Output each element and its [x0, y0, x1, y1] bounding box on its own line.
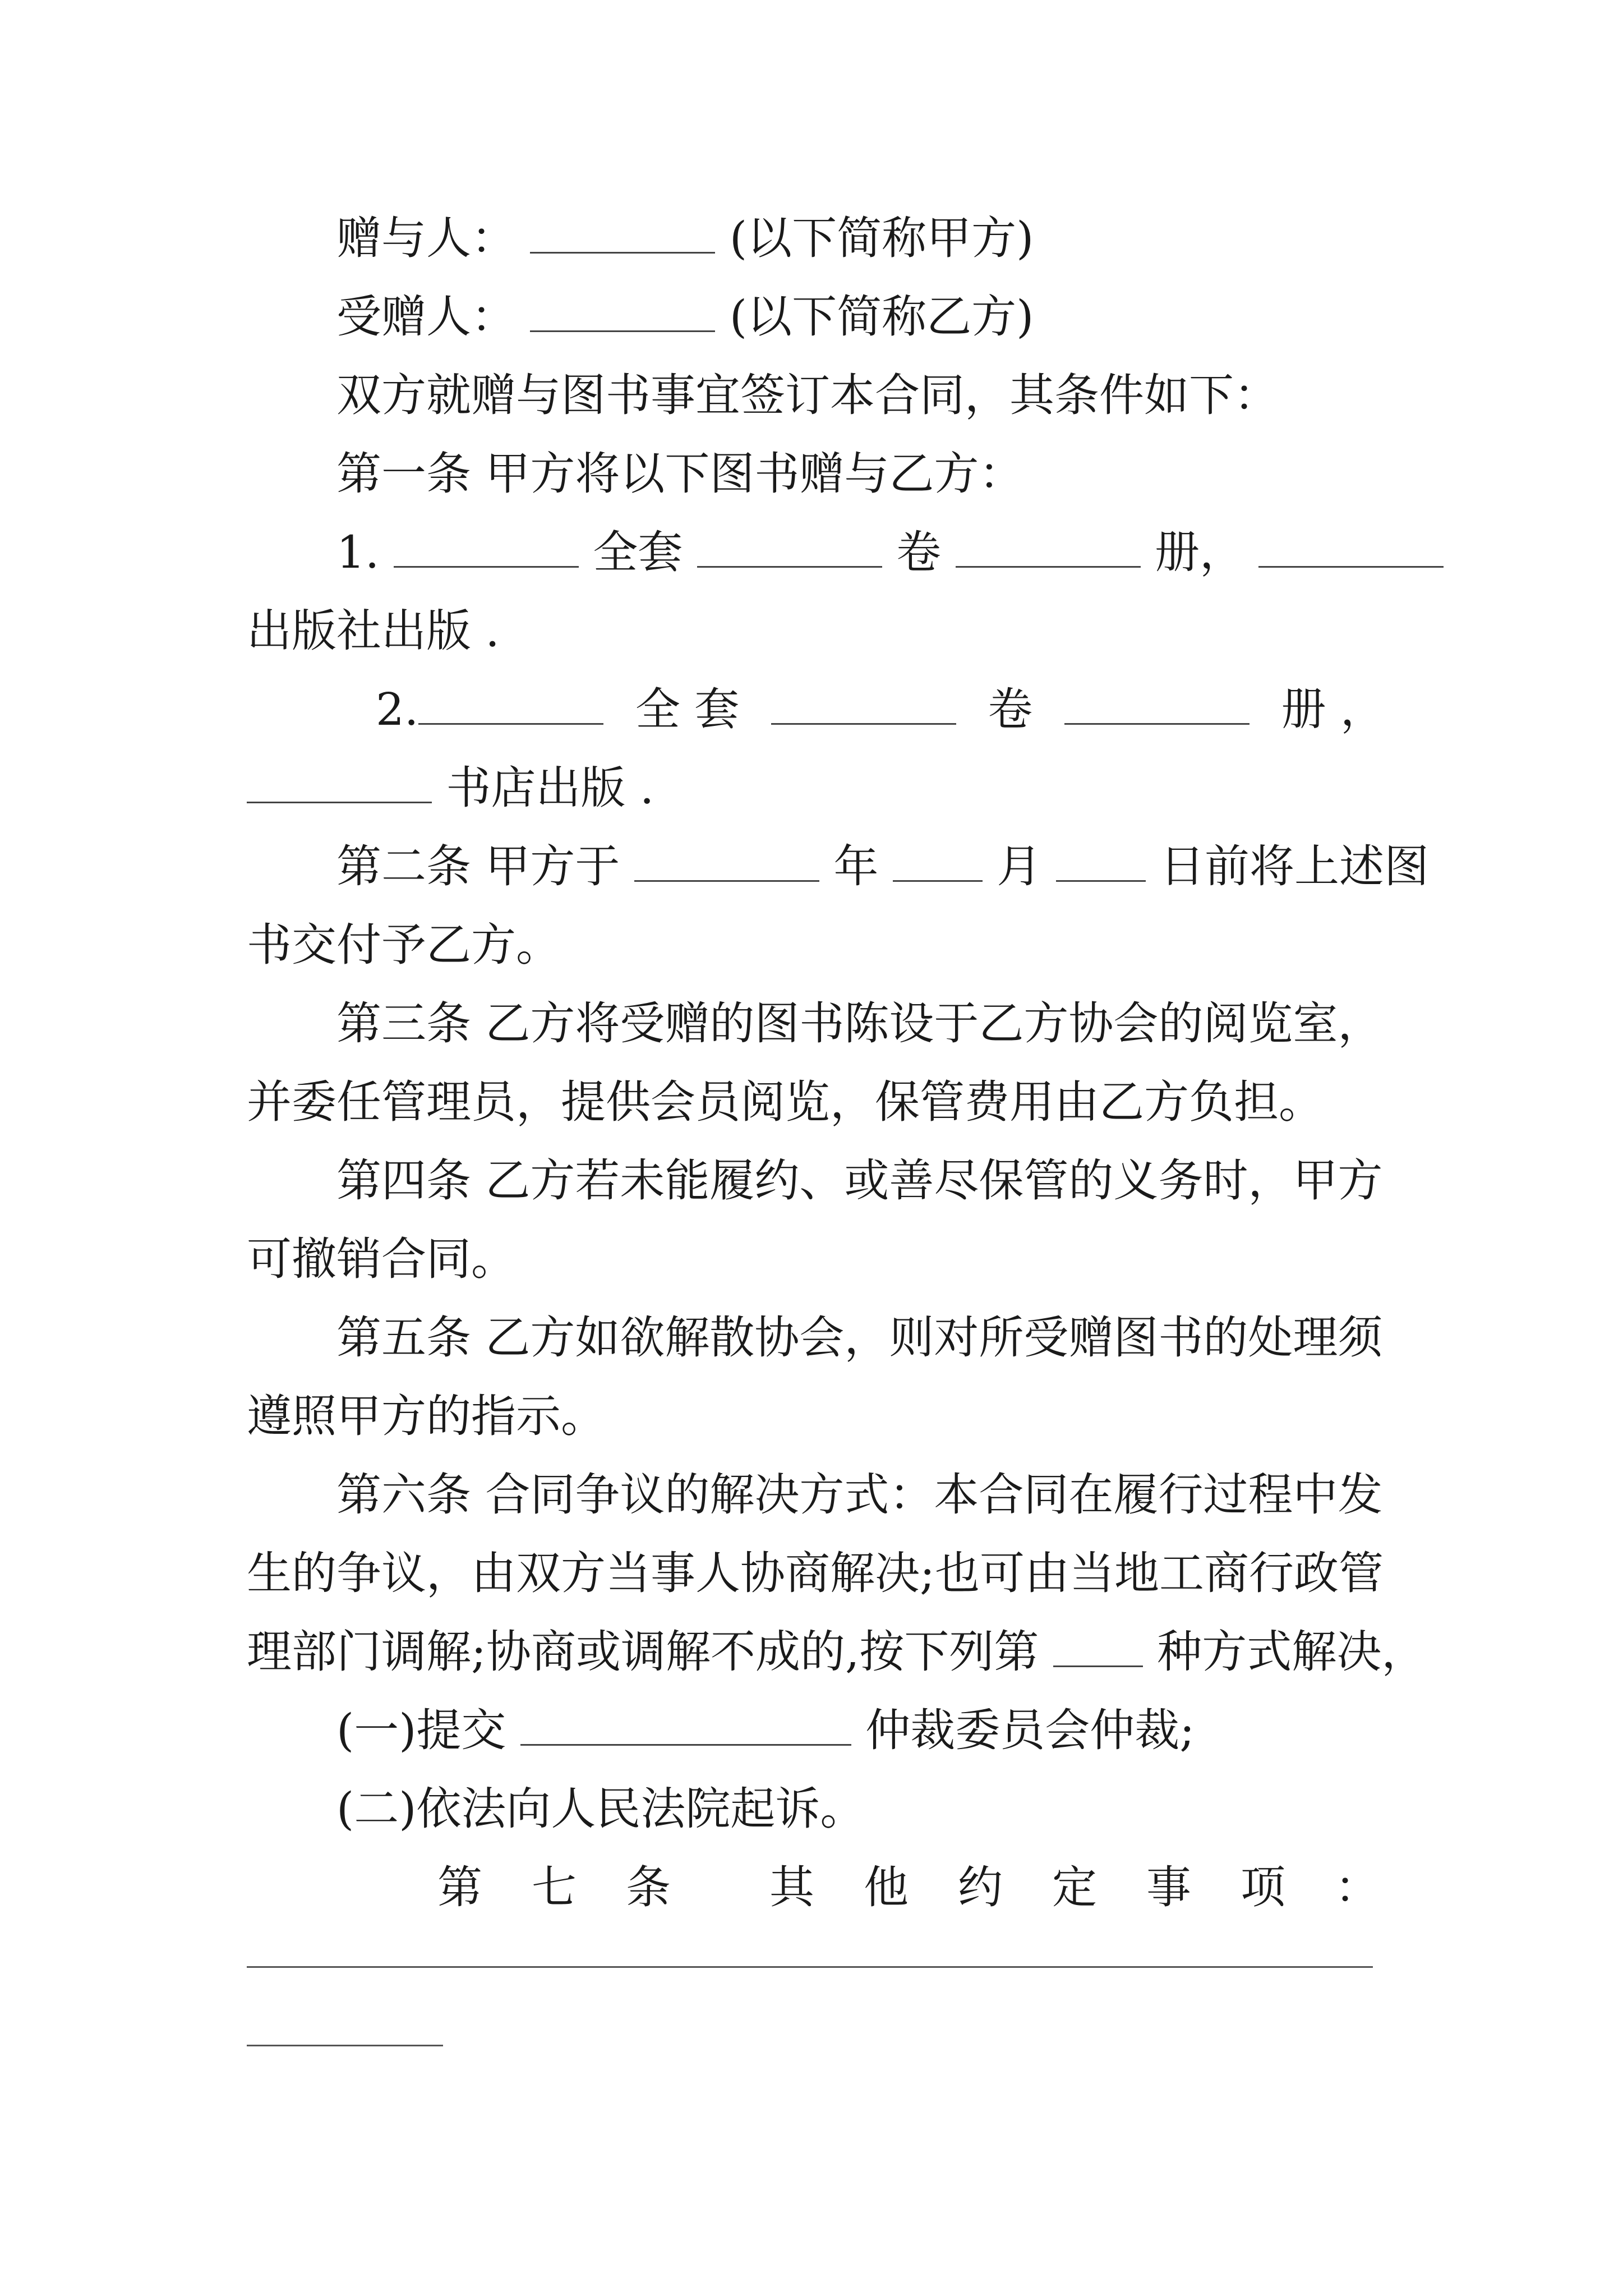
article-6-option-1: [336, 1703, 1195, 1759]
donee-label: 受赠人：: [336, 291, 516, 343]
article-2-month-blank: [893, 845, 983, 882]
article-6-text-1: 第六条 合同争议的解决方式：本合同在履行过程中发: [336, 1469, 1383, 1521]
item-1-book-blank: [956, 531, 1141, 568]
article-7-char: 七: [532, 1861, 577, 1913]
article-5-line-1: [336, 1310, 1382, 1366]
article-7-heading: [437, 1860, 1380, 1916]
article-1-heading: [336, 446, 1023, 502]
article-2-year-blank: [634, 845, 819, 882]
article-2-day-blank: [1056, 845, 1146, 882]
item-1-num: 1.: [336, 526, 380, 578]
item-2-set: 全 套: [635, 683, 740, 735]
article-6-option-2: [336, 1781, 865, 1837]
item-2-title-blank: [418, 688, 603, 725]
article-7-blank-line-1: [247, 1966, 1373, 1968]
article-7-char: 条: [626, 1861, 671, 1913]
article-2-prefix: 第二条 甲方于: [336, 840, 620, 892]
article-6-option-1-prefix: (一)提交: [336, 1704, 506, 1756]
intro-text: 双方就赠与图书事宜签订本合同，其条件如下：: [336, 369, 1279, 421]
article-4-line-1: [336, 1153, 1382, 1209]
article-7-blank-line-2: [247, 2045, 443, 2046]
article-2-line-1: [336, 839, 1429, 895]
article-7-char: 定: [1052, 1861, 1097, 1913]
article-5-text-1: 第五条 乙方如欲解散协会，则对所受赠图书的处理须: [336, 1312, 1383, 1364]
article-6-method-blank: [1053, 1631, 1143, 1667]
article-7-char: 约: [958, 1861, 1003, 1913]
donor-blank: [530, 217, 715, 254]
item-1-vol: 卷: [896, 526, 942, 578]
article-6-text-2: 生的争议，由双方当事人协商解决;也可由当地工商行政管: [247, 1547, 1384, 1599]
item-1-publisher: 出版社出版 .: [247, 605, 500, 657]
item-2-num-text: 2.: [376, 683, 419, 735]
article-6-line-2: [247, 1545, 1384, 1602]
item-2-store-blank: [247, 767, 432, 803]
item-2-vol-blank: [771, 688, 956, 725]
item-1-set: 全套: [593, 526, 683, 578]
donor-label: 赠与人：: [336, 212, 516, 264]
article-6-text-3-suffix: 种方式解决，: [1157, 1626, 1427, 1678]
article-7-char: 第: [437, 1861, 482, 1913]
article-1-text: 第一条 甲方将以下图书赠与乙方：: [336, 448, 1024, 500]
article-6-option-1-suffix: 仲裁委员会仲裁;: [865, 1704, 1195, 1756]
article-5-text-2: 遵照甲方的指示。: [247, 1390, 606, 1442]
article-3-line-1: [336, 996, 1382, 1052]
article-4-line-2: [247, 1231, 516, 1287]
donee-blank: [530, 296, 715, 332]
donee-line: [336, 289, 1034, 345]
article-7-char: 事: [1146, 1861, 1191, 1913]
item-2-store: 书店出版 .: [446, 762, 654, 814]
article-7-char: 他: [864, 1861, 909, 1913]
item-2-book: 册 ，: [1281, 683, 1385, 735]
article-3-text-2: 并委任管理员，提供会员阅览，保管费用由乙方负担。: [247, 1076, 1324, 1128]
item-1-vol-blank: [697, 531, 882, 568]
article-4-text-2: 可撤销合同。: [247, 1233, 516, 1285]
article-3-text-1: 第三条 乙方将受赠的图书陈设于乙方协会的阅览室，: [336, 997, 1383, 1050]
donor-suffix: (以下简称甲方): [729, 212, 1034, 264]
item-1-line-2: [247, 603, 500, 659]
intro-line: [336, 367, 1279, 424]
item-2-book-blank: [1064, 688, 1249, 725]
item-1-publisher-blank: [1258, 531, 1444, 568]
article-6-line-1: [336, 1467, 1382, 1523]
item-1-title-blank: [394, 531, 579, 568]
article-7-char: 项: [1241, 1861, 1285, 1913]
article-6-arbitration-blank: [520, 1709, 851, 1746]
item-1-line: [336, 524, 1444, 581]
article-5-line-2: [247, 1388, 606, 1444]
article-6-option-2-text: (二)依法向人民法院起诉。: [336, 1783, 865, 1835]
article-3-line-2: [247, 1074, 1324, 1130]
article-7-char: 其: [769, 1861, 814, 1913]
article-2-line-2: [247, 917, 561, 973]
item-1-book: 册，: [1154, 526, 1244, 578]
item-2-line: [376, 682, 1385, 738]
article-2-day-suffix: 日前将上述图: [1160, 840, 1430, 892]
article-2-text-2: 书交付予乙方。: [247, 919, 561, 971]
article-6-text-3-prefix: 理部门调解;协商或调解不成的,按下列第: [247, 1626, 1039, 1678]
article-2-year: 年: [833, 840, 879, 892]
article-7-char: ：: [1335, 1861, 1380, 1913]
item-2-num: [376, 682, 603, 738]
item-2-vol: 卷: [988, 683, 1033, 735]
item-2-line-2: [247, 760, 654, 816]
article-6-line-3: [247, 1624, 1426, 1680]
donor-line: [336, 210, 1034, 266]
article-2-month: 月: [997, 840, 1042, 892]
article-4-text-1: 第四条 乙方若未能履约、或善尽保管的义务时，甲方: [336, 1154, 1383, 1207]
donee-suffix: (以下简称乙方): [729, 291, 1034, 343]
